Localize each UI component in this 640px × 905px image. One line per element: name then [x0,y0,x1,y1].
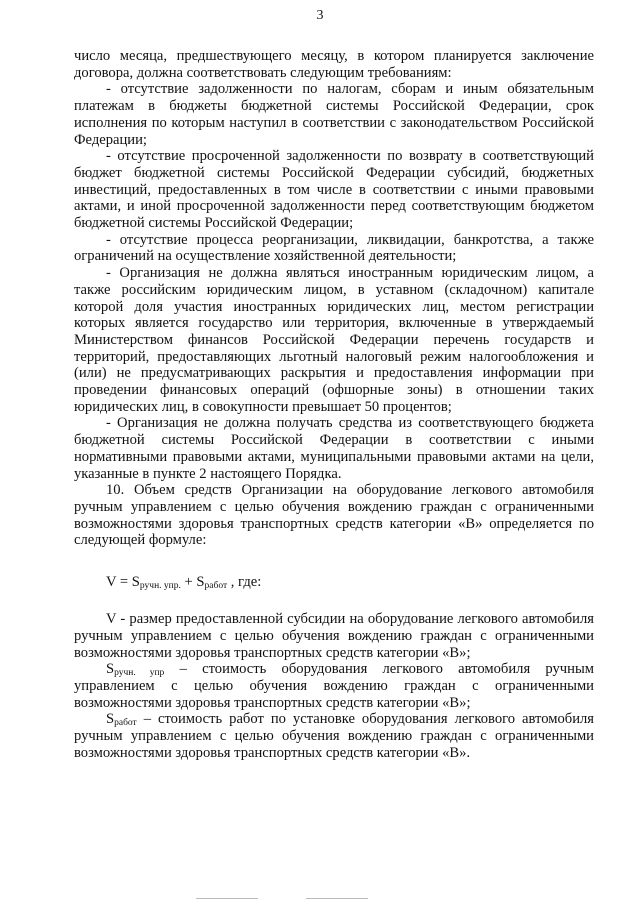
definition-s-works [74,711,594,761]
formula-sub-manual-control: ручн. упр. [139,581,181,592]
page-number: 3 [316,8,324,23]
definition-s-manual [74,661,594,711]
requirement-not-foreign: - Организация не должна являться иностранным юридическим лицом, а также российским юридическим лицом, в уставном (складочном) капитале которой доля участия иностранных юридических лиц, местом регистрации которых является государство или территория, включенные в утверждаемый Министерством финансов Российской Федерации перечень государств и территорий, предоставляющих льготный налоговый режим налогообложения и (или) не предусматривающих раскрытия и предоставления информации при проведении финансовых операций (офшорные зоны) в отношении таких юридических лиц, в совокупности превышает 50 процентов; [74,265,594,415]
formula-tail: , где: [227,574,262,591]
requirement-tax-debt: - отсутствие задолженности по налогам, сборам и иным обязательным платежам в бюджеты бюджетной системы Российской Федерации, срок исполнения по которым наступил в соответствии с законодательством Российской Федерации; [74,81,594,148]
definition-text: – стоимость оборудования легкового автомобиля ручным управлением с целью обучения вождению граждан с ограниченными возможностями здоровья транспортных средств категории «В»; [74,661,594,711]
requirement-overdue-debt: - отсутствие просроченной задолженности по возврату в соответствующий бюджет бюджетной системы Российской Федерации субсидий, бюджетных инвестиций, предоставленных в том числе в соответствии с иными правовыми актами, и иной просроченной задолженности перед соответствующим бюджетом бюджетной системы Российской Федерации; [74,148,594,232]
formula-plus: + S [180,574,205,591]
footer-mark-left [196,898,258,899]
requirement-no-other-funds: - Организация не должна получать средства из соответствующего бюджета бюджетной системы Российской Федерации в соответствии с иными нормативными правовыми актами, муниципальными правовыми актами на цели, указанные в пункте 2 настоящего Порядка. [74,415,594,482]
requirement-no-reorganization: - отсутствие процесса реорганизации, ликвидации, банкротства, а также ограничений на осуществление хозяйственной деятельности; [74,231,594,265]
clause-10: 10. Объем средств Организации на оборудование легкового автомобиля ручным управлением с целью обучения вождению граждан с ограниченными возможностями здоровья транспортных средств категории «В» определяется по следующей формуле: [74,482,594,549]
definition-symbol: V [106,611,117,628]
paragraph-intro: число месяца, предшествующего месяцу, в котором планируется заключение договора, должна соответствовать следующим требованиям: [74,48,594,81]
definition-symbol: S [106,661,115,678]
formula [74,573,594,591]
definition-text: – стоимость работ по установке оборудования легкового автомобиля ручным управлением с целью обучения вождению граждан с ограниченными возможностями здоровья транспортных средств категории «В». [74,711,594,761]
definition-subscript: ручн. упр [114,668,165,679]
definition-symbol: S [106,711,115,728]
formula-lhs: V = S [106,574,140,591]
definition-subscript: работ [114,718,137,729]
document-body [74,48,594,761]
formula-sub-works: работ [204,581,228,592]
definition-v [74,611,594,661]
definition-text: - размер предоставленной субсидии на оборудование легкового автомобиля ручным управлением с целью обучения вождению граждан с ограниченными возможностями здоровья транспортных средств категории «В»; [74,611,594,661]
footer-mark-right [306,898,368,899]
